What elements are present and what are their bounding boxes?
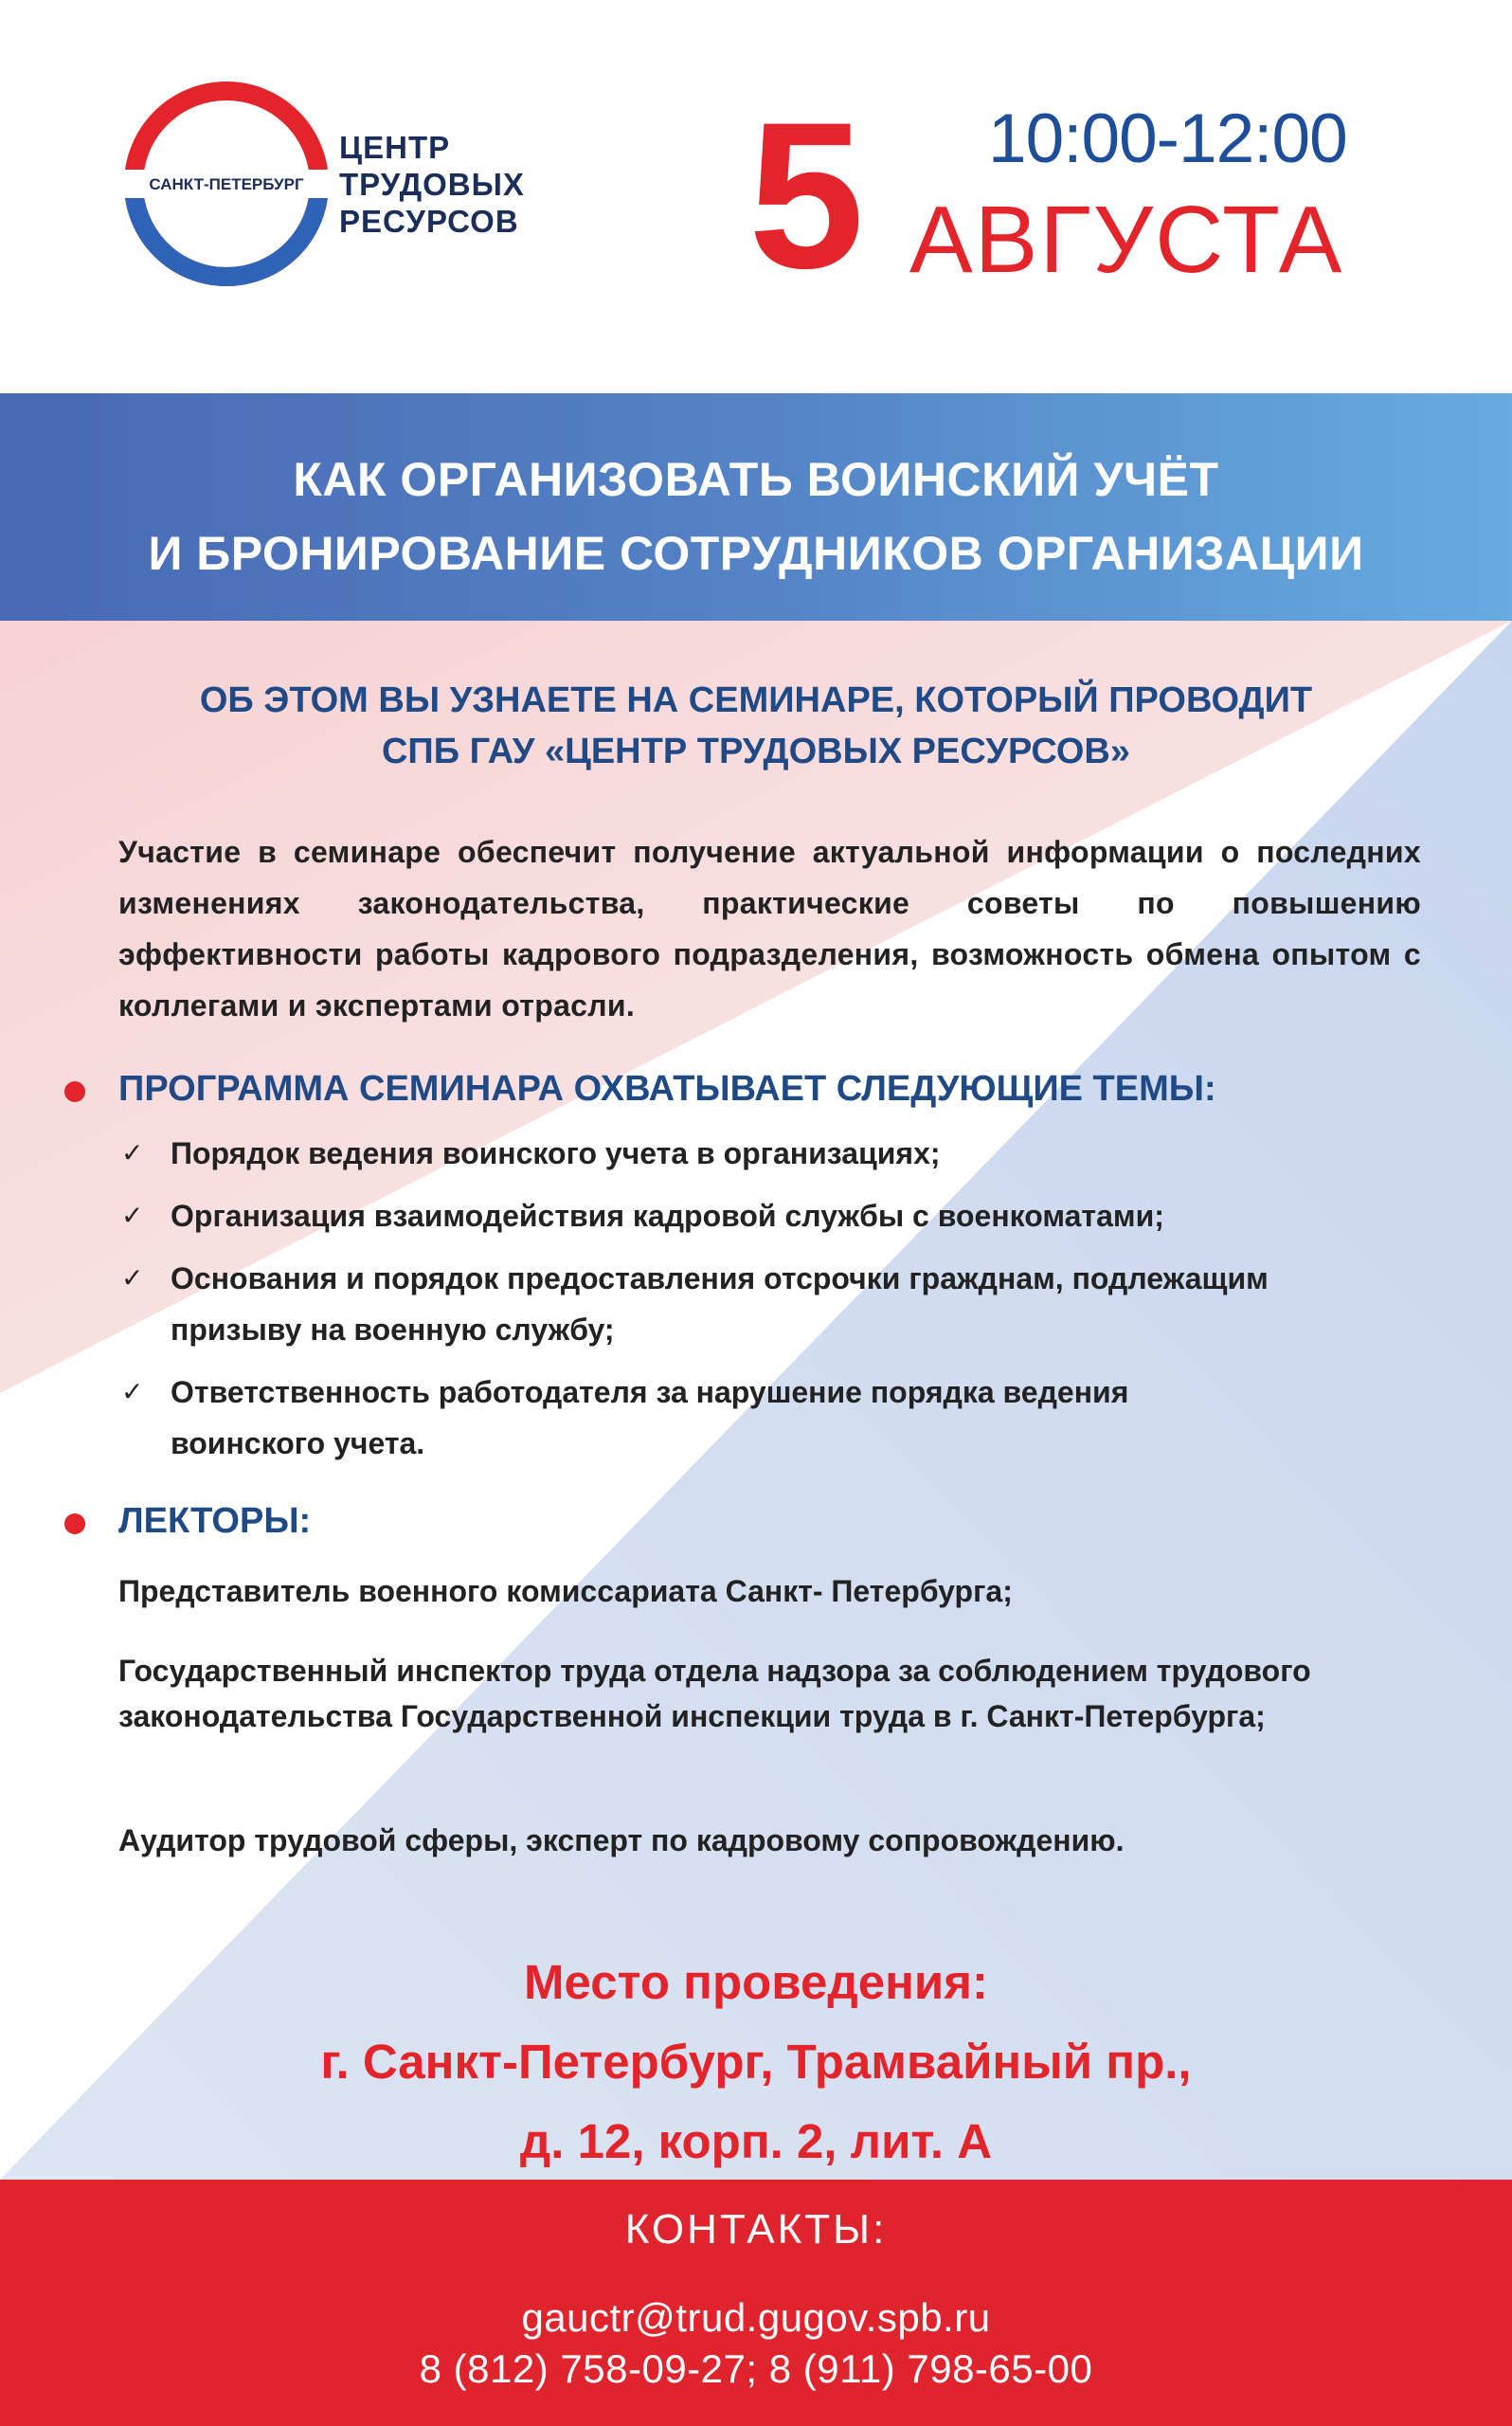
logo-line-2: ТРУДОВЫХ (339, 167, 525, 202)
intro-paragraph: Участие в семинаре обеспечит получение актуальной информации о последних изменениях законодательства, практические советы по повышению эффективности работы кадрового подразделения, возможность обмена опытом с коллегами и экспертами отрасли. (118, 835, 1421, 1023)
topic-text: Ответственность работодателя за нарушение порядка ведения воинского учета. (171, 1375, 1129, 1460)
topic-item (121, 1253, 1288, 1355)
lecturer-item: Государственный инспектор труда отдела надзора за соблюдением трудового законодательства Государственной инспекции труда в г. Санкт-Петербурга; (118, 1654, 1311, 1733)
venue-address-line-1: г. Санкт-Петербург, Трамвайный пр., (320, 2035, 1192, 2089)
event-month: АВГУСТА (909, 187, 1344, 293)
checkmark-icon: ✓ (121, 1201, 144, 1230)
banner-title-line-1: КАК ОРГАНИЗОВАТЬ ВОИНСКИЙ УЧЁТ (293, 453, 1219, 506)
topic-text: Порядок ведения воинского учета в организациях; (171, 1136, 941, 1170)
topic-item (121, 1190, 1448, 1241)
checkmark-icon: ✓ (121, 1263, 144, 1293)
seminar-subtitle (0, 675, 1512, 777)
subtitle-line-1: ОБ ЭТОМ ВЫ УЗНАЕТЕ НА СЕМИНАРЕ, КОТОРЫЙ ПРОВОДИТ (199, 680, 1313, 720)
subtitle-line-2: СПБ ГАУ «ЦЕНТР ТРУДОВЫХ РЕСУРСОВ» (381, 732, 1130, 771)
venue-label: Место проведения: (524, 1955, 988, 2009)
banner-title-line-2: И БРОНИРОВАНИЕ СОТРУДНИКОВ ОРГАНИЗАЦИИ (148, 527, 1364, 580)
lecturers-heading: ЛЕКТОРЫ: (118, 1501, 312, 1541)
topic-text: Основания и порядок предоставления отсрочки гражднам, подлежащим призыву на военную службу; (171, 1261, 1269, 1347)
program-heading: ПРОГРАММА СЕМИНАРА ОХВАТЫВАЕТ СЛЕДУЮЩИЕ ТЕМЫ: (118, 1069, 1216, 1109)
lecturer-item: Представитель военного комиссариата Санкт- Петербурга; (118, 1574, 1013, 1608)
bullet-dot-icon (64, 1081, 85, 1102)
title-banner (0, 393, 1512, 621)
topic-text: Организация взаимодействия кадровой службы с военкоматами; (171, 1199, 1164, 1233)
event-time: 10:00-12:00 (988, 100, 1347, 177)
logo-ring-label: САНКТ-ПЕТЕРБУРГ (149, 175, 304, 193)
event-day: 5 (748, 79, 865, 312)
logo-ring (121, 79, 332, 289)
venue-address-line-2: д. 12, корп. 2, лит. А (519, 2114, 993, 2168)
lecturer-item: Аудитор трудовой сферы, эксперт по кадровому сопровождению. (118, 1823, 1125, 1857)
contact-email[interactable]: gauctr@trud.gugov.spb.ru (521, 2295, 991, 2340)
logo-line-3: РЕСУРСОВ (339, 204, 519, 239)
contacts-heading: КОНТАКТЫ: (624, 2206, 888, 2253)
topic-list (121, 1128, 1448, 1480)
venue-block (0, 1943, 1512, 2182)
topic-item (121, 1128, 1448, 1179)
checkmark-icon: ✓ (121, 1138, 144, 1168)
banner-title (0, 443, 1512, 590)
logo-title (339, 129, 525, 240)
bullet-dot-icon (64, 1513, 85, 1534)
contact-phones[interactable]: 8 (812) 758-09-27; 8 (911) 798-65-00 (419, 2346, 1093, 2391)
logo-line-1: ЦЕНТР (339, 130, 451, 165)
topic-item (121, 1367, 1213, 1469)
checkmark-icon: ✓ (121, 1377, 144, 1406)
contacts-footer (0, 2180, 1512, 2426)
